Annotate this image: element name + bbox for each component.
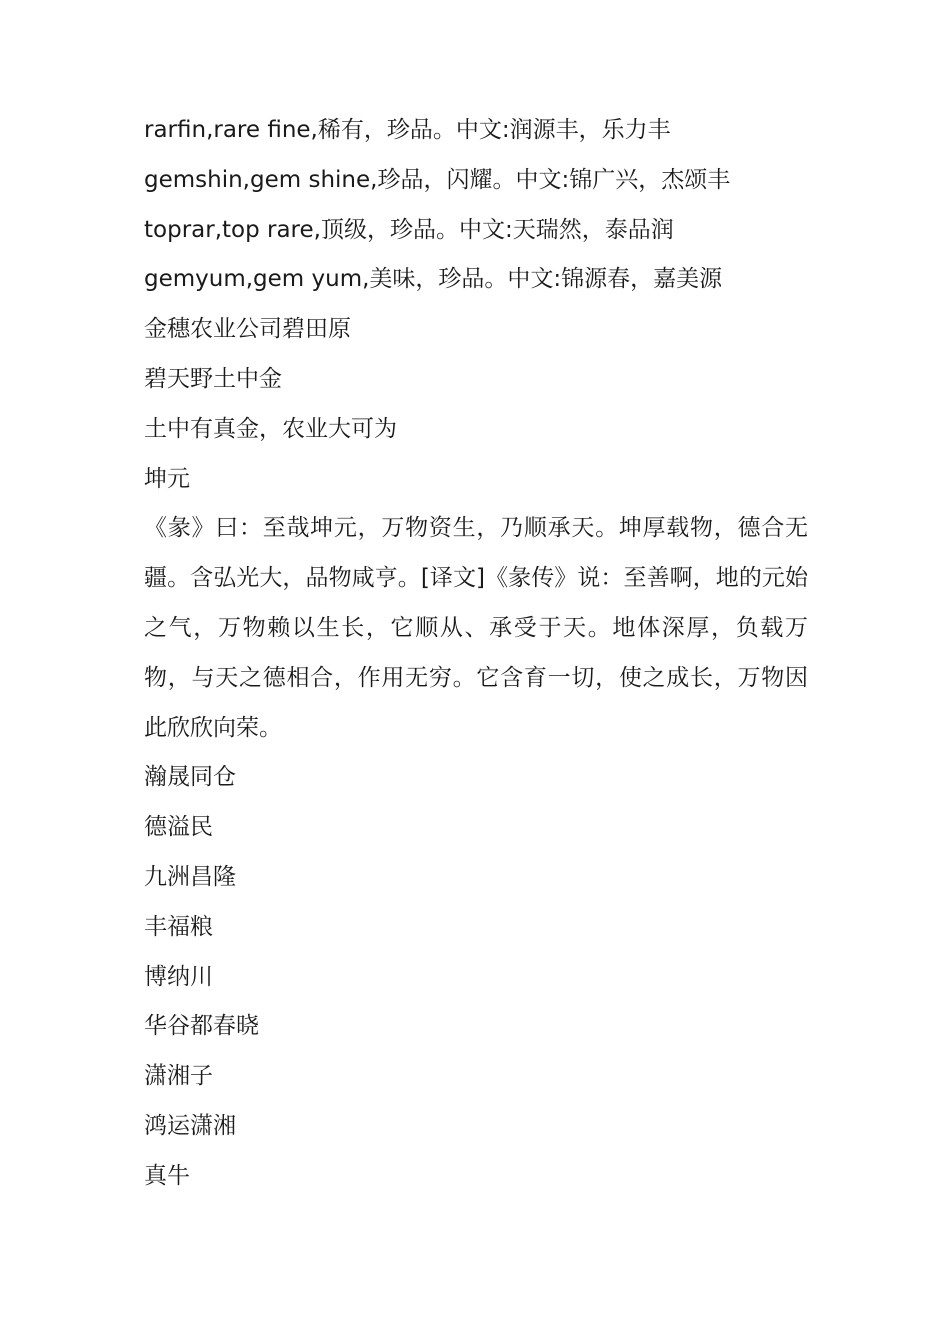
text-line: 土中有真金，农业大可为 [144,415,397,442]
text-line: rarfin,rare fine,稀有，珍品。中文:润源丰，乐力丰 [144,117,671,143]
text-line: 碧天野土中金 [144,365,282,392]
text-line: toprar,top rare,顶级，珍品。中文:天瑞然，泰品润 [144,216,674,243]
text-line: 华谷都春晓 [144,1013,259,1040]
text-line: 德溢民 [144,814,213,841]
text-line: 九洲昌隆 [144,863,236,890]
text-line: gemyum,gem yum,美味，珍品。中文:锦源春，嘉美源 [144,266,723,293]
text-line: 瀚晟同仓 [144,764,236,791]
text-line: gemshin,gem shine,珍品，闪耀。中文:锦广兴，杰颂丰 [144,166,731,193]
text-line: 鸿运潇湘 [144,1112,236,1139]
text-line: 金穗农业公司碧田原 [144,316,351,343]
text-line: 真牛 [144,1162,190,1189]
text-line: 博纳川 [144,963,213,990]
text-line: 丰福粮 [144,913,213,940]
document-body [144,106,808,1202]
text-line: 潇湘子 [144,1063,213,1090]
quote-paragraph: 《彖》曰：至哉坤元，万物资生，乃顺承天。坤厚载物，德合无疆。含弘光大，品物咸亨。[译文]《彖传》说：至善啊，地的元始之气，万物赖以生长，它顺从、承受于天。地体深厚，负载万物，与天之德相合，作用无穷。它含育一切，使之成长，万物因此欣欣向荣。 [144,515,808,741]
text-line: 坤元 [144,465,190,492]
